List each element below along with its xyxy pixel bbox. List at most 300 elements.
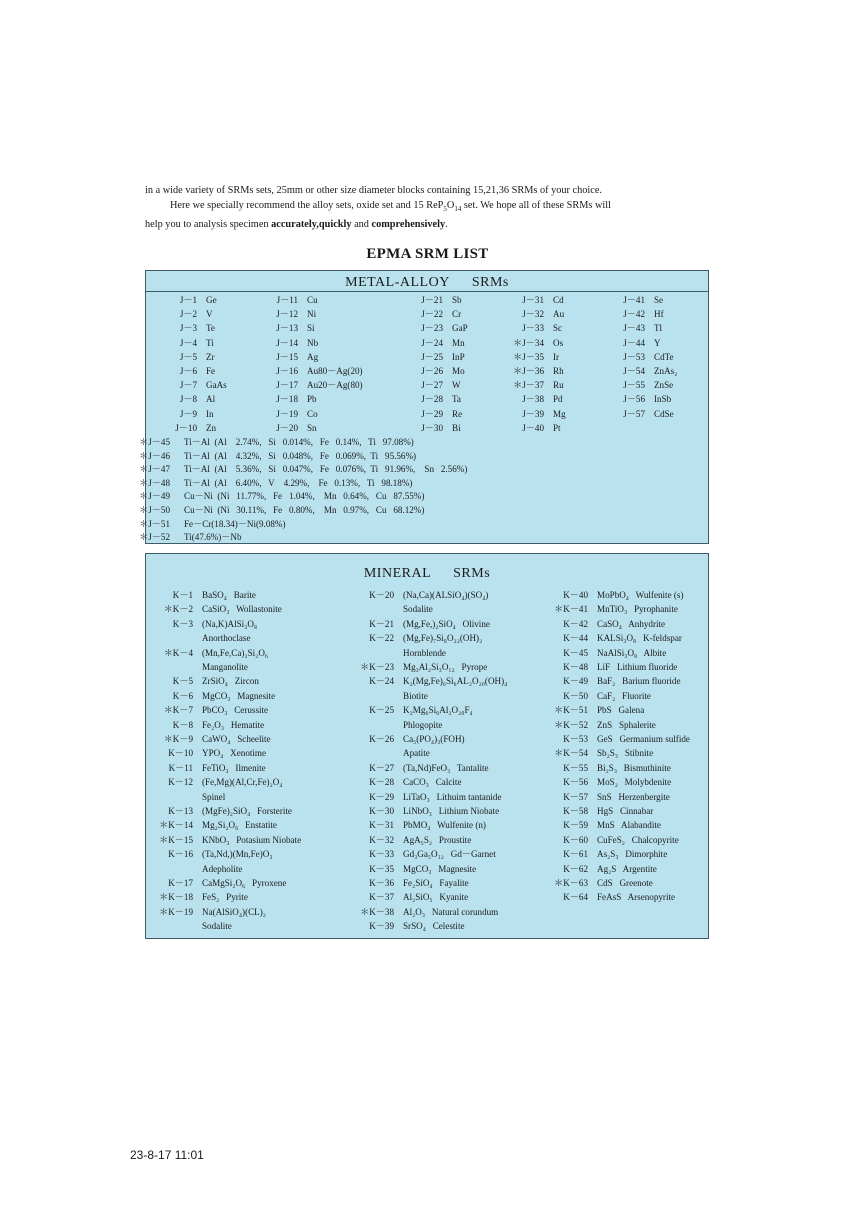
mineral-entry xyxy=(168,761,266,775)
entry-name: Re xyxy=(452,408,463,419)
alloy-entry xyxy=(124,531,242,545)
entry-code: J－23 xyxy=(421,323,443,334)
entry-code: J－6 xyxy=(179,366,197,376)
entry-code: ＊K－18 xyxy=(159,892,193,903)
entry-name: Al xyxy=(206,394,216,405)
entry-formula: HgS Cinnabar xyxy=(597,806,654,816)
entry-code: K－56 xyxy=(563,777,588,788)
entry-code: K－25 xyxy=(369,705,394,716)
entry-code: K－55 xyxy=(563,762,588,773)
mineral-entry xyxy=(563,588,684,602)
entry-formula: LiF Lithium fluoride xyxy=(597,662,678,672)
entry-code: ＊K－23 xyxy=(360,662,394,672)
mineral-entry xyxy=(159,833,302,847)
entry-formula: K₂(Mg,Fe)₆Si₆AL₂O₂₀(OH)₄ xyxy=(403,676,508,687)
entry-code: K－6 xyxy=(172,690,193,701)
entry-code: ＊K－4 xyxy=(163,647,193,658)
metal-entry xyxy=(623,393,672,406)
entry-formula: Al₂O₃ Natural corundum xyxy=(403,906,499,917)
entry-code: J－17 xyxy=(276,380,298,391)
mineral-entry xyxy=(168,876,287,890)
metal-entry xyxy=(623,379,674,392)
entry-code: ＊K－15 xyxy=(159,834,193,845)
metal-entry xyxy=(276,322,315,335)
entry-mineral-name: Sodalite xyxy=(202,921,232,932)
entry-code: ＊J－34 xyxy=(513,337,544,348)
entry-code: J－25 xyxy=(421,351,443,362)
entry-name: Mg xyxy=(553,408,566,419)
entry-name: Sb xyxy=(452,295,462,305)
entry-formula: PbS Galena xyxy=(597,705,645,716)
entry-formula: CaWO₄ Scheelite xyxy=(202,734,271,744)
alloy-description: Fe－Cr(18.34)－Ni(9.08%) xyxy=(184,518,286,529)
mineral-entry xyxy=(563,660,678,674)
mineral-entry xyxy=(168,775,283,804)
entry-formula: Bi₂S₃ Bismuthinite xyxy=(597,762,671,773)
entry-code: J－56 xyxy=(623,394,645,405)
entry-code: K－27 xyxy=(369,762,394,773)
metal-entry xyxy=(276,393,317,406)
entry-code: J－14 xyxy=(276,337,298,348)
entry-formula: CaSiO₃ Wollastonite xyxy=(202,604,282,615)
mineral-title-b: SRMs xyxy=(453,566,491,581)
entry-code: J－44 xyxy=(623,337,645,348)
entry-code: ＊K－2 xyxy=(163,604,193,615)
mineral-entry xyxy=(159,905,266,934)
mineral-entry xyxy=(172,674,259,688)
entry-code: J－1 xyxy=(179,295,197,305)
entry-code: K－49 xyxy=(563,676,588,687)
metal-entry xyxy=(421,351,465,364)
entry-code: J－5 xyxy=(179,351,197,362)
entry-formula: Fe₂SiO₄ Fayalite xyxy=(403,878,469,888)
entry-name: Sn xyxy=(307,422,317,433)
mineral-entry xyxy=(369,674,508,703)
mineral-entry xyxy=(554,746,654,760)
entry-code: K－13 xyxy=(168,806,193,816)
entry-name: Ni xyxy=(307,309,317,320)
mineral-entry xyxy=(369,790,502,804)
mineral-entry xyxy=(369,804,500,818)
entry-name: Au80－Ag(20) xyxy=(307,366,363,376)
alloy-code: ＊J－45 xyxy=(139,437,170,447)
entry-code: K－1 xyxy=(172,590,193,600)
entry-formula: Ag₂S Argentite xyxy=(597,863,657,874)
entry-code: K－5 xyxy=(172,676,193,687)
mineral-entry xyxy=(554,602,678,616)
mineral-entry xyxy=(360,905,499,919)
entry-formula: FeTiO₃ Ilmenite xyxy=(202,762,266,773)
mineral-title-a: MINERAL xyxy=(363,566,432,581)
entry-name: InSb xyxy=(654,394,672,405)
entry-code: K－48 xyxy=(563,662,588,672)
mineral-entry xyxy=(159,890,248,904)
entry-name: Pd xyxy=(553,394,563,405)
alloy-code: ＊J－49 xyxy=(139,491,170,502)
entry-code: J－42 xyxy=(623,309,645,320)
entry-formula: CaMgSi₂O₆ Pyroxene xyxy=(202,878,287,888)
mineral-entry xyxy=(369,847,496,861)
entry-formula: GeS Germanium sulfide xyxy=(597,734,690,744)
mineral-entry xyxy=(163,703,269,717)
metal-entry xyxy=(421,308,462,321)
metal-entry xyxy=(623,408,674,421)
alloy-entry xyxy=(124,436,414,450)
mineral-entry xyxy=(168,804,292,818)
entry-code: K－50 xyxy=(563,690,588,701)
entry-code: K－57 xyxy=(563,791,588,802)
mineral-entry xyxy=(172,689,276,703)
entry-formula: BaF₂ Barium fluoride xyxy=(597,676,681,687)
entry-name: Y xyxy=(654,337,661,348)
intro-line-2-post: set. We hope all of these SRMs will xyxy=(461,200,612,211)
mineral-entry xyxy=(563,818,661,832)
metal-entry xyxy=(179,351,215,364)
entry-code: K－12 xyxy=(168,777,193,788)
entry-code: K－39 xyxy=(369,921,394,932)
entry-code: ＊K－41 xyxy=(554,604,588,615)
entry-code: J－29 xyxy=(421,408,443,419)
page-title: EPMA SRM LIST xyxy=(366,246,489,262)
intro-line-1: in a wide variety of SRMs sets, 25mm or other size diameter blocks containing 15,21,36 SRMs of your choice. xyxy=(145,185,602,196)
mineral-entry xyxy=(163,646,269,675)
entry-name: In xyxy=(206,408,214,419)
mineral-entry xyxy=(369,818,486,832)
entry-code: J－2 xyxy=(179,309,197,320)
entry-formula: (Ta,Nd,)(Mn,Fe)O₃ xyxy=(202,849,273,860)
mineral-entry xyxy=(563,617,666,631)
entry-formula: Sb₂S₃ Stibnite xyxy=(597,748,654,759)
mineral-entry xyxy=(163,602,282,616)
entry-name: Os xyxy=(553,337,564,348)
entry-formula: CaF₂ Fluorite xyxy=(597,690,651,701)
entry-code: J－27 xyxy=(421,380,443,391)
entry-code: K－36 xyxy=(369,878,394,888)
metal-entry xyxy=(276,337,319,350)
entry-mineral-name: Hornblende xyxy=(403,647,446,658)
entry-code: K－28 xyxy=(369,777,394,788)
entry-code: J－40 xyxy=(522,422,544,433)
entry-formula: SrSO₄ Celestite xyxy=(403,921,465,932)
metal-entry xyxy=(421,422,461,435)
entry-formula: CaCO₃ Calcite xyxy=(403,777,462,788)
metal-entry xyxy=(179,379,227,392)
entry-formula: KNbO₃ Potasium Niobate xyxy=(202,834,302,845)
entry-code: K－37 xyxy=(369,892,394,903)
entry-code: K－64 xyxy=(563,892,588,903)
mineral-entry xyxy=(369,862,477,876)
alloy-entry xyxy=(124,450,416,464)
metal-entry xyxy=(522,408,566,421)
entry-name: Tl xyxy=(654,323,663,334)
intro-line-3-pre: help you to analysis specimen xyxy=(145,219,272,231)
entry-formula: Mg₃Al₂Si₃O₁₂ Pyrope xyxy=(403,662,488,672)
entry-code: K－33 xyxy=(369,849,394,860)
entry-formula: (Mn,Fe,Ca)₂Si₂O₆ xyxy=(202,647,269,658)
entry-code: K－21 xyxy=(369,618,394,629)
metal-entry xyxy=(276,422,317,435)
metal-entry xyxy=(522,422,561,435)
mineral-entry xyxy=(369,703,473,732)
entry-code: ＊K－63 xyxy=(554,878,588,888)
entry-name: Co xyxy=(307,408,318,419)
entry-code: J－32 xyxy=(522,309,544,320)
metal-entry xyxy=(421,294,462,307)
intro-line-2-mid: O xyxy=(446,200,455,211)
intro-line-2-sub-2: 14 xyxy=(454,205,462,214)
entry-code: ＊J－36 xyxy=(513,366,544,376)
mineral-entry xyxy=(163,732,271,746)
entry-name: Cu xyxy=(307,295,318,305)
mineral-entry xyxy=(563,674,681,688)
entry-formula: (Na,Ca)(ALSiO₄)(SO₄) xyxy=(403,590,489,600)
entry-formula: PbCO₃ Cerussite xyxy=(202,705,269,716)
mineral-panel xyxy=(145,553,709,939)
entry-formula: AgA₅S₂ Proustite xyxy=(403,834,472,845)
entry-code: K－10 xyxy=(168,748,193,759)
entry-mineral-name: Adepholite xyxy=(202,863,243,874)
mineral-entry xyxy=(172,718,265,732)
entry-formula: CaSO₄ Anhydrite xyxy=(597,618,666,629)
entry-name: Sc xyxy=(553,323,563,334)
entry-code: J－21 xyxy=(421,295,443,305)
entry-code: J－38 xyxy=(522,394,544,405)
metal-entry xyxy=(623,308,664,321)
entry-code: J－12 xyxy=(276,309,298,320)
mineral-entry xyxy=(159,818,277,832)
alloy-code: ＊J－47 xyxy=(139,464,170,475)
alloy-code: ＊J－51 xyxy=(139,518,170,529)
metal-entry xyxy=(623,337,661,350)
entry-code: J－3 xyxy=(179,323,197,334)
entry-name: V xyxy=(206,309,213,320)
entry-code: K－35 xyxy=(369,863,394,874)
entry-formula: MgCO₃ Magnesite xyxy=(403,863,477,874)
entry-code: K－11 xyxy=(168,762,193,773)
entry-code: K－30 xyxy=(369,806,394,816)
alloy-description: Ti－Al (Al 4.32%, Si 0.048%, Fe 0.069%, Ti 95.56%) xyxy=(184,450,417,461)
entry-mineral-name: Anorthoclase xyxy=(202,633,251,644)
entry-formula: LiNbO₃ Lithium Niobate xyxy=(403,806,500,816)
alloy-description: Cu－Ni (Ni 30.11%, Fe 0.80%, Mn 0.97%, Cu 68.12%) xyxy=(184,505,425,515)
alloy-code: ＊J－48 xyxy=(139,477,170,488)
alloy-code: ＊J－52 xyxy=(139,532,170,543)
metal-entry xyxy=(276,294,318,307)
entry-formula: YPO₄ Xenotime xyxy=(202,748,267,759)
metal-entry xyxy=(276,308,317,321)
entry-formula: CdS Greenote xyxy=(597,878,653,888)
entry-code: J－18 xyxy=(276,394,298,405)
mineral-entry xyxy=(168,847,273,876)
mineral-entry xyxy=(369,631,483,660)
entry-code: J－16 xyxy=(276,366,298,376)
metal-entry xyxy=(276,379,363,392)
metal-alloy-panel xyxy=(139,270,709,544)
metal-entry xyxy=(276,365,363,378)
entry-formula: MnTiO₃ Pyrophanite xyxy=(597,604,678,615)
entry-formula: (MgFe)₂SiO₄ Forsterite xyxy=(202,806,292,816)
entry-formula: NaAlSi₃O₈ Albite xyxy=(597,647,667,658)
intro-line-3-bold: accurately,quickly xyxy=(271,219,352,231)
mineral-entry xyxy=(369,876,469,890)
metal-entry xyxy=(179,393,216,406)
metal-entry xyxy=(179,294,217,307)
entry-code: ＊J－37 xyxy=(513,380,544,391)
mineral-entry xyxy=(369,775,462,789)
metal-entry xyxy=(513,337,564,350)
entry-code: J－8 xyxy=(179,394,197,405)
entry-code: ＊K－51 xyxy=(554,705,588,716)
entry-code: K－53 xyxy=(563,734,588,744)
entry-code: J－31 xyxy=(522,295,544,305)
entry-code: K－61 xyxy=(563,849,588,860)
entry-name: Au20－Ag(80) xyxy=(307,380,363,391)
entry-code: J－33 xyxy=(522,323,544,334)
intro-text xyxy=(145,183,720,232)
entry-name: Nb xyxy=(307,337,319,348)
entry-formula: Al₂SiO₅ Kyanite xyxy=(403,892,469,903)
metal-entry xyxy=(421,322,468,335)
entry-name: Se xyxy=(654,295,664,305)
mineral-entry xyxy=(563,833,679,847)
entry-name: Zn xyxy=(206,422,217,433)
metal-entry xyxy=(179,322,215,335)
entry-code: J－13 xyxy=(276,323,298,334)
intro-line-3 xyxy=(145,217,720,232)
metal-entry xyxy=(623,365,678,378)
timestamp-footer: 23-8-17 11:01 xyxy=(130,1148,204,1162)
entry-mineral-name: Spinel xyxy=(202,791,226,802)
metal-entry xyxy=(421,408,463,421)
metal-entry xyxy=(276,351,319,364)
alloy-entry xyxy=(124,490,424,504)
metal-entry xyxy=(179,337,214,350)
entry-code: ＊K－54 xyxy=(554,748,588,759)
entry-formula: (Na,K)AlSi₃O₈ xyxy=(202,618,258,629)
mineral-entry xyxy=(369,732,465,761)
mineral-entry xyxy=(172,588,256,602)
entry-name: ZnSe xyxy=(654,380,674,391)
metal-entry xyxy=(421,379,461,392)
metal-title-a: METAL-ALLOY xyxy=(345,275,450,290)
entry-code: K－62 xyxy=(563,863,588,874)
metal-entry xyxy=(179,408,214,421)
mineral-entry xyxy=(369,617,490,631)
entry-code: ＊K－14 xyxy=(159,820,193,831)
entry-name: InP xyxy=(452,351,465,362)
entry-name: CdTe xyxy=(654,351,674,362)
entry-name: Bi xyxy=(452,422,461,433)
entry-code: J－26 xyxy=(421,366,443,376)
entry-formula: LiTaO₃ Lithuim tantanide xyxy=(403,791,502,802)
entry-formula: MoS₂ Molybdenite xyxy=(597,777,672,788)
alloy-entry xyxy=(124,504,424,518)
entry-formula: ZnS Sphalerite xyxy=(597,719,656,730)
entry-formula: Fe₂O₃ Hematite xyxy=(202,719,265,730)
alloy-entry xyxy=(124,477,412,491)
entry-code: J－39 xyxy=(522,408,544,419)
mineral-entry xyxy=(369,833,472,847)
metal-alloy-title xyxy=(146,275,708,291)
entry-formula: BaSO₄ Barite xyxy=(202,590,256,600)
alloy-description: Ti－Al (Al 5.36%, Si 0.047%, Fe 0.076%, Ti 91.96%, Sn 2.56%) xyxy=(184,464,468,475)
mineral-entry xyxy=(168,746,267,760)
metal-entry xyxy=(623,294,664,307)
entry-code: K－42 xyxy=(563,618,588,629)
mineral-entry xyxy=(563,631,682,645)
mineral-entry xyxy=(563,804,654,818)
mineral-entry xyxy=(369,588,489,617)
entry-mineral-name: Phlogopite xyxy=(403,719,443,730)
metal-entry xyxy=(421,365,465,378)
metal-entry xyxy=(421,337,465,350)
entry-formula: (Ta,Nd)FeO₃ Tantalite xyxy=(403,762,489,773)
entry-code: J－55 xyxy=(623,380,645,391)
entry-code: ＊K－9 xyxy=(163,734,193,744)
entry-code: J－20 xyxy=(276,422,298,433)
entry-code: K－8 xyxy=(172,719,193,730)
intro-line-2 xyxy=(145,198,720,217)
intro-line-3-post: . xyxy=(445,219,448,231)
entry-code: J－28 xyxy=(421,394,443,405)
mineral-entry xyxy=(554,703,645,717)
entry-code: K－32 xyxy=(369,834,394,845)
entry-code: K－3 xyxy=(172,618,193,629)
entry-name: Ir xyxy=(553,351,560,362)
entry-name: W xyxy=(452,380,461,391)
mineral-entry xyxy=(563,790,670,804)
entry-name: CdSe xyxy=(654,408,674,419)
metal-entry xyxy=(175,422,217,435)
entry-formula: SnS Herzenbergite xyxy=(597,791,670,802)
entry-code: K－24 xyxy=(369,676,394,687)
entry-code: K－59 xyxy=(563,820,588,831)
entry-code: J－22 xyxy=(421,309,443,320)
entry-formula: Ca₅(PO₄)₃(FOH) xyxy=(403,734,465,744)
entry-formula: MnS Alabandite xyxy=(597,820,661,831)
entry-code: J－54 xyxy=(623,366,645,376)
entry-code: J－11 xyxy=(276,295,298,305)
entry-formula: MgCO₃ Magnesite xyxy=(202,690,276,701)
metal-entry xyxy=(421,393,461,406)
entry-name: Cd xyxy=(553,295,564,305)
metal-entry xyxy=(522,308,565,321)
mineral-entry xyxy=(554,718,656,732)
entry-code: K－17 xyxy=(168,878,193,888)
metal-entry xyxy=(276,408,318,421)
entry-formula: CuFeS₂ Chalcopyrite xyxy=(597,834,679,845)
entry-code: J－41 xyxy=(623,295,645,305)
entry-name: Ti xyxy=(206,337,214,348)
entry-name: Au xyxy=(553,309,565,320)
entry-name: Pt xyxy=(553,422,561,433)
entry-code: ＊J－35 xyxy=(513,351,544,362)
entry-name: Rh xyxy=(553,366,564,376)
alloy-code: ＊J－50 xyxy=(139,505,170,515)
entry-mineral-name: Sodalite xyxy=(403,604,433,615)
entry-code: K－31 xyxy=(369,820,394,831)
mineral-entry xyxy=(369,890,469,904)
entry-name: Hf xyxy=(654,309,664,320)
entry-name: Ru xyxy=(553,380,564,391)
metal-entry xyxy=(179,308,213,321)
entry-name: Si xyxy=(307,323,315,334)
entry-code: K－45 xyxy=(563,647,588,658)
intro-line-3-bold-2: comprehensively xyxy=(371,219,446,231)
entry-formula: FeAsS Arsenopyrite xyxy=(597,892,676,903)
entry-code: K－22 xyxy=(369,633,394,644)
entry-code: J－10 xyxy=(175,422,197,433)
